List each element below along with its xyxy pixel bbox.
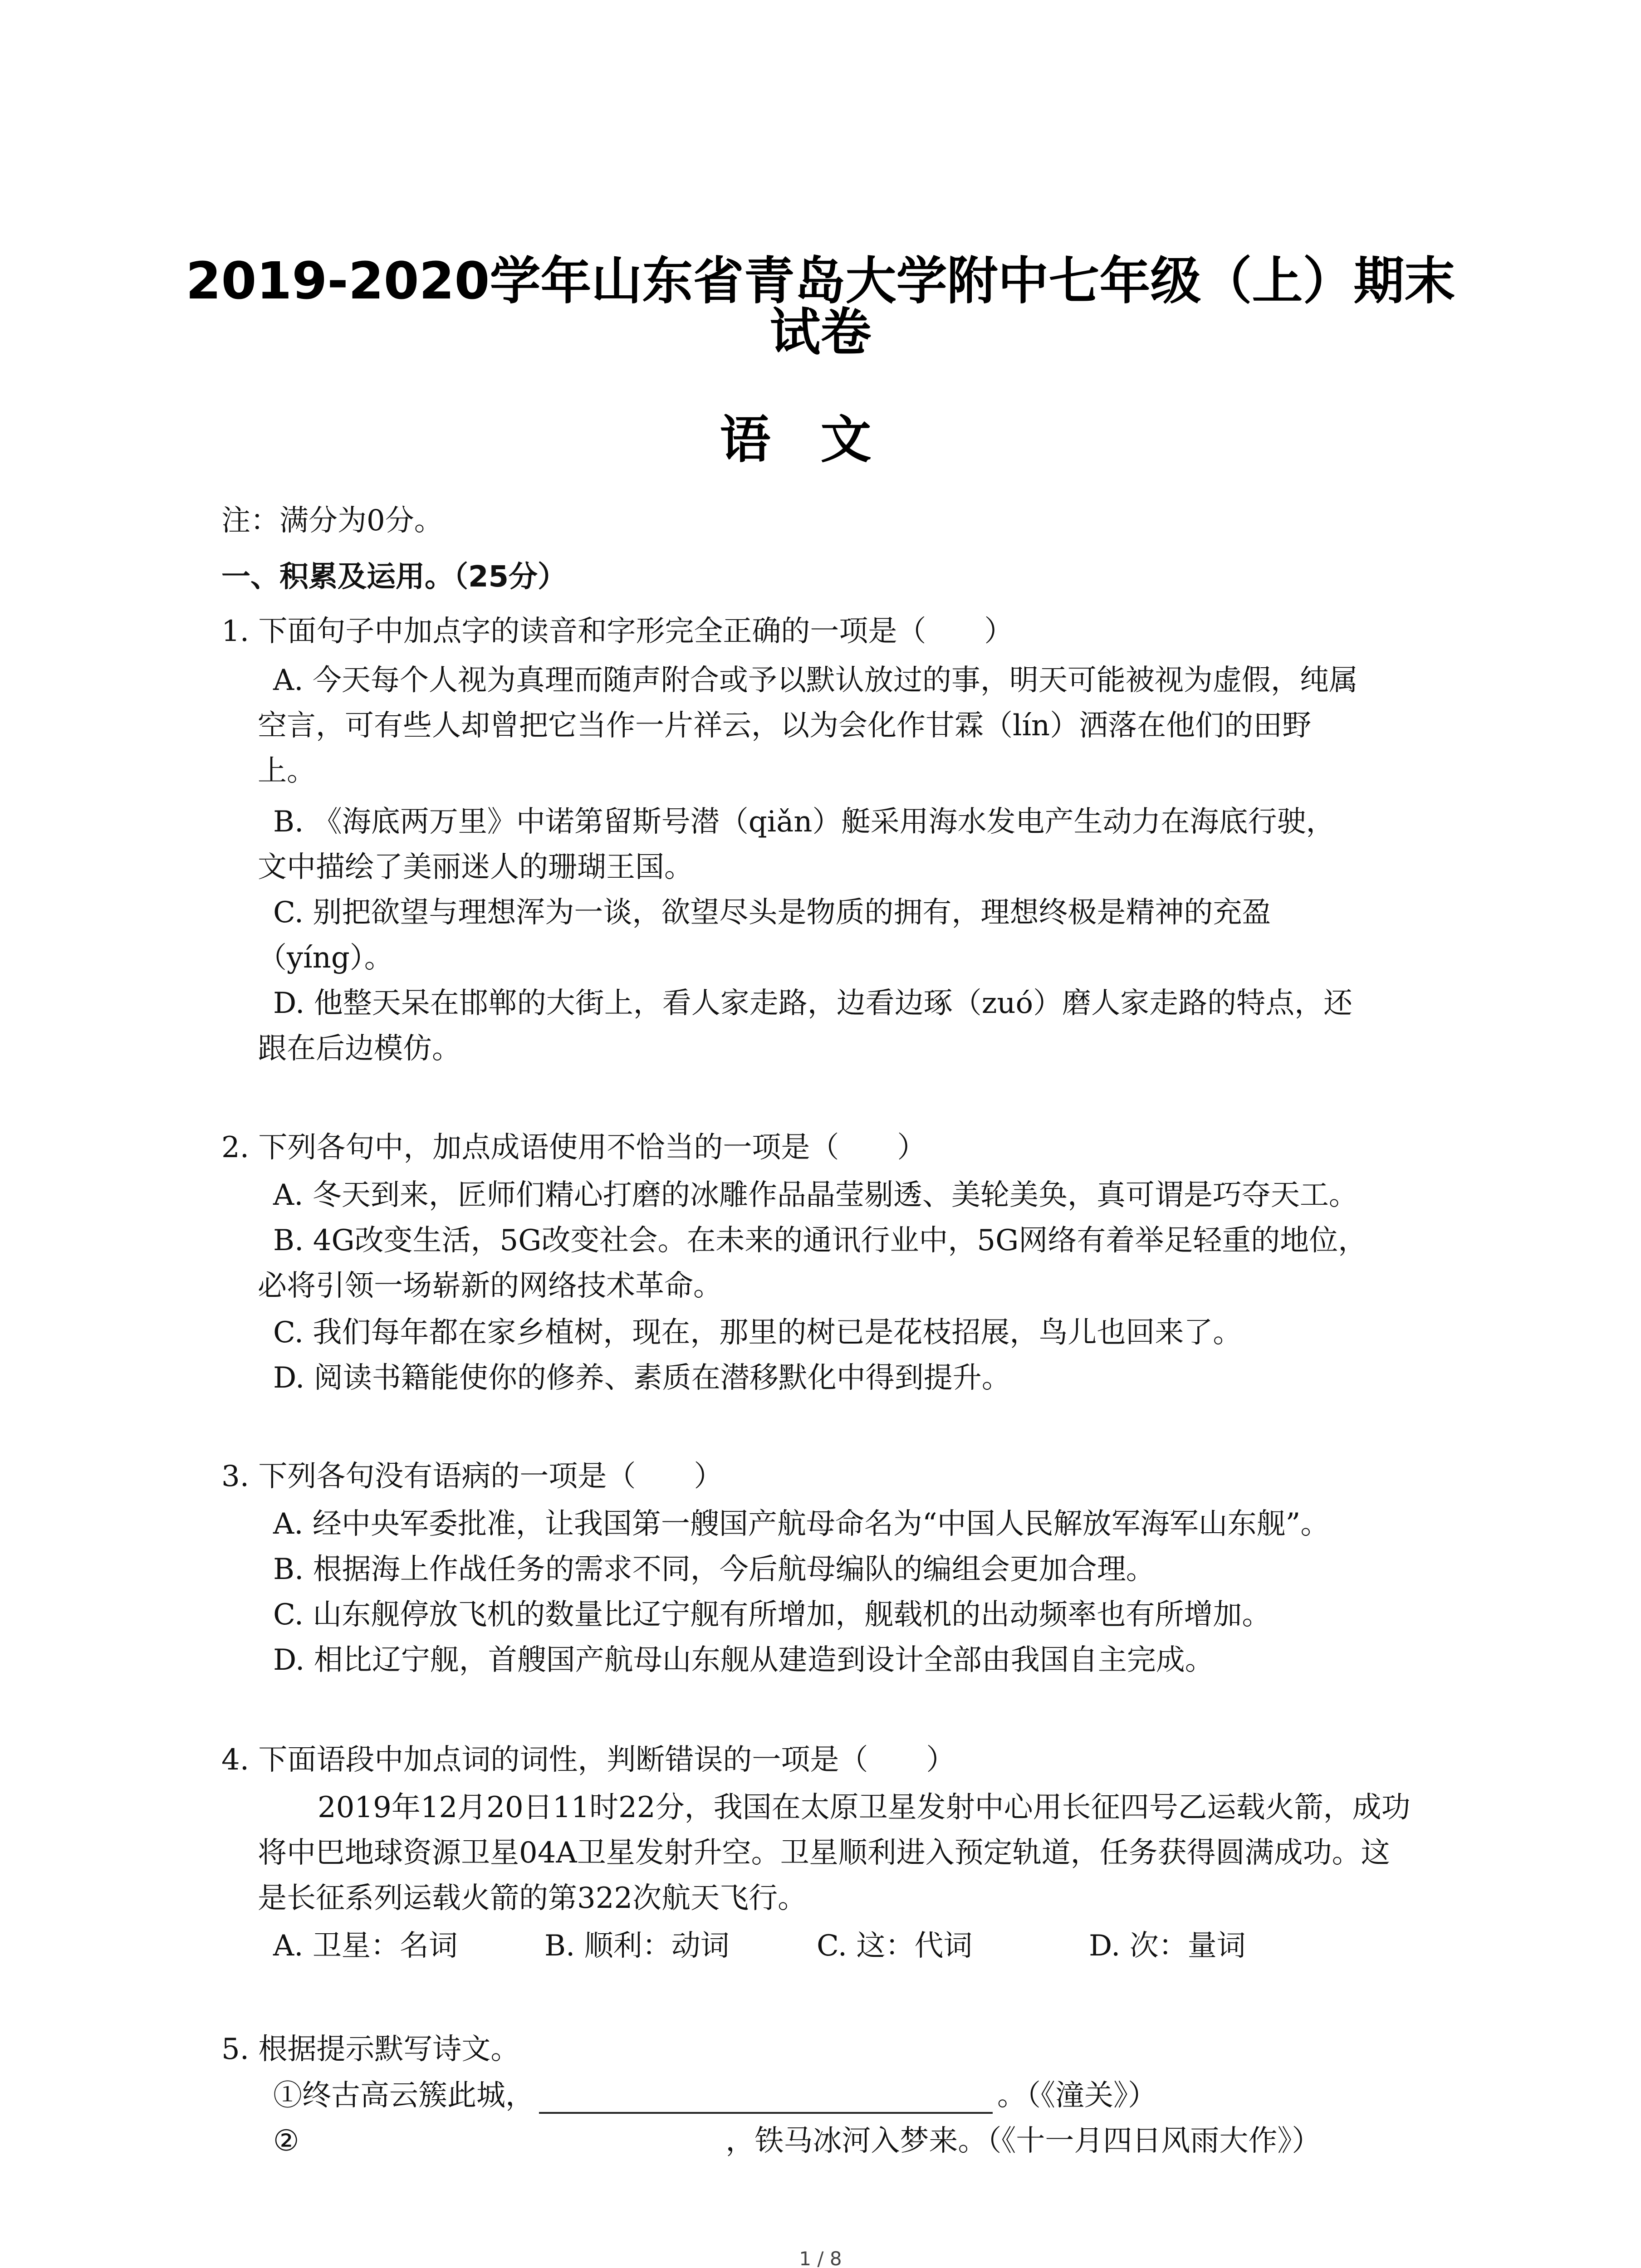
question-2-option-b-cont: 必将引领一场崭新的网络技术革命。 [258,1269,722,1303]
question-1-option-b: B. 《海底两万里》中诺第留斯号潜（qiǎn）艇采用海水发电产生动力在海底行驶， [273,805,1335,839]
question-1-option-c: C. 别把欲望与理想浑为一谈，欲望尽头是物质的拥有，理想终极是精神的充盈 [273,896,1271,929]
question-3-option-a: A. 经中央军委批准，让我国第一艘国产航母命名为“中国人民解放军海军山东舰”。 [273,1507,1330,1541]
question-3-stem: 3. 下列各句没有语病的一项是（ ） [221,1460,723,1493]
question-4-passage-cont: 是长征系列运载火箭的第322次航天飞行。 [258,1882,807,1915]
question-1-option-d-cont: 跟在后边模仿。 [258,1032,461,1066]
question-1-option-b-cont: 文中描绘了美丽迷人的珊瑚王国。 [258,850,693,884]
question-4-choice-b: B. 顺利：动词 [544,1929,730,1963]
question-1-option-d: D. 他整天呆在邯郸的大街上，看人家走路，边看边琢（zuó）磨人家走路的特点，还 [273,987,1353,1020]
question-1-option-a-cont: 上。 [258,754,316,788]
question-4-stem: 4. 下面语段中加点词的词性，判断错误的一项是（ ） [221,1743,955,1777]
subject-heading: 语文 [720,411,921,469]
item-2-prefix: ② [273,2124,299,2158]
question-2-option-a: A. 冬天到来，匠师们精心打磨的冰雕作品晶莹剔透、美轮美奂，真可谓是巧夺天工。 [273,1178,1358,1212]
answer-blank-2[interactable] [299,2123,725,2151]
question-3-option-b: B. 根据海上作战任务的需求不同，今后航母编队的编组会更加合理。 [273,1553,1155,1586]
question-5-item-2 [273,2123,1321,2159]
item-1-prefix: ①终古高云簇此城， [273,2079,534,2112]
question-2-option-b: B. 4G改变生活，5G改变社会。在未来的通讯行业中，5G网络有着举足轻重的地位， [273,1224,1367,1257]
question-3-option-c: C. 山东舰停放飞机的数量比辽宁舰有所增加，舰载机的出动频率也有所增加。 [273,1598,1271,1632]
score-note: 注：满分为0分。 [221,504,443,538]
exam-title-line1: 2019-2020学年山东省青岛大学附中七年级（上）期末 [186,252,1455,311]
question-1-stem: 1. 下面句子中加点字的读音和字形完全正确的一项是（ ） [221,615,1014,648]
section-heading: 一、积累及运用。（25分） [221,560,567,594]
question-4-choice-a: A. 卫星：名词 [273,1929,458,1963]
item-1-suffix: 。（《潼关》） [997,2079,1157,2112]
question-4-passage: 2019年12月20日11时22分，我国在太原卫星发射中心用长征四号乙运载火箭，成功 [318,1791,1411,1824]
question-4-choice-c: C. 这：代词 [817,1929,973,1963]
question-1-option-a: A. 今天每个人视为真理而随声附合或予以默认放过的事，明天可能被视为虚假，纯属 [273,664,1358,697]
question-1-option-c-cont: （yíng）。 [258,941,393,975]
question-2-option-d: D. 阅读书籍能使你的修养、素质在潜移默化中得到提升。 [273,1361,1011,1395]
question-2-stem: 2. 下列各句中，加点成语使用不恰当的一项是（ ） [221,1131,926,1164]
page-number: 1 / 8 [799,2248,842,2268]
question-3-option-d: D. 相比辽宁舰，首艘国产航母山东舰从建造到设计全部由我国自主完成。 [273,1643,1214,1677]
question-5-item-1 [273,2077,1157,2114]
question-1-option-a-cont: 空言，可有些人却曾把它当作一片祥云，以为会化作甘霖（lín）洒落在他们的田野 [258,709,1312,743]
question-4-choice-d: D. 次：量词 [1089,1929,1246,1963]
item-2-suffix: ，铁马冰河入梦来。（《十一月四日风雨大作》） [725,2124,1321,2158]
question-2-option-c: C. 我们每年都在家乡植树，现在，那里的树已是花枝招展，鸟儿也回来了。 [273,1316,1242,1349]
exam-title-line2: 试卷 [769,303,872,362]
question-5-stem: 5. 根据提示默写诗文。 [221,2033,520,2066]
question-4-passage-cont: 将中巴地球资源卫星04A卫星发射升空。卫星顺利进入预定轨道，任务获得圆满成功。这 [258,1836,1390,1870]
answer-blank-1[interactable] [539,2085,993,2114]
